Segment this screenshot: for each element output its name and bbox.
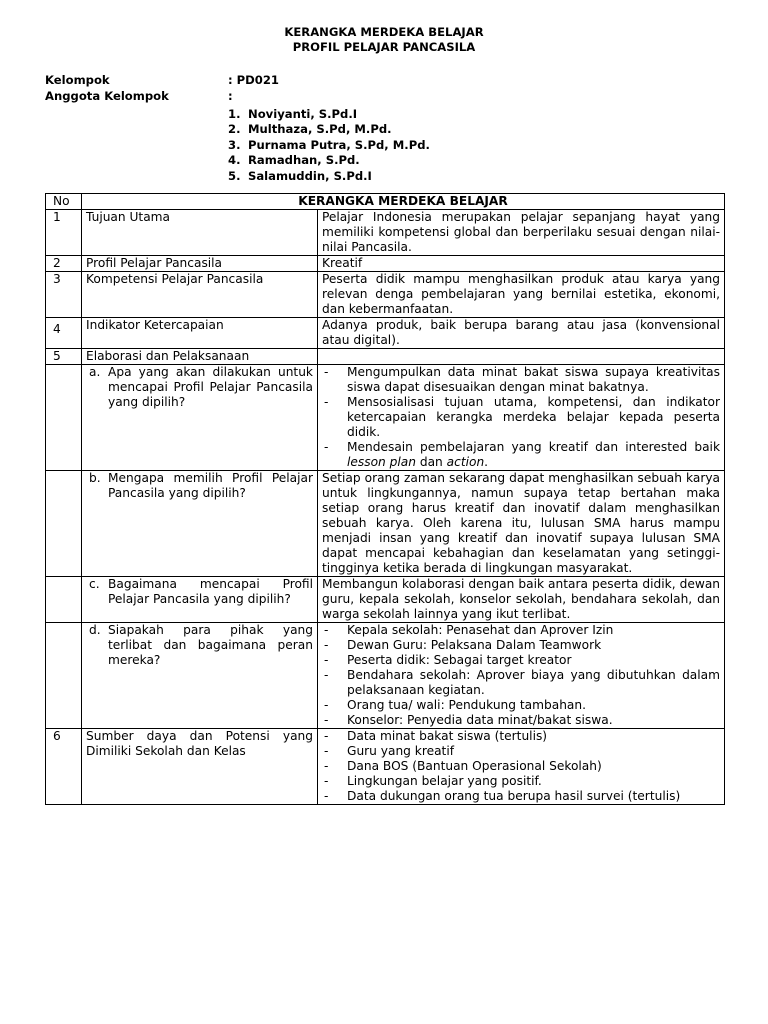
- table-row: [46, 729, 725, 805]
- row-number: 5: [46, 349, 82, 365]
- table-header-row: [46, 194, 725, 210]
- row-label: Tujuan Utama: [82, 210, 318, 256]
- dash-bullet: -: [324, 653, 329, 667]
- member-number: 4.: [228, 153, 241, 167]
- row-number: 2: [46, 256, 82, 272]
- dash-bullet: -: [324, 713, 329, 727]
- member-name: Noviyanti, S.Pd.I: [248, 107, 358, 121]
- row-number: 3: [46, 272, 82, 318]
- list-item-text: Bendahara sekolah: Aprover biaya yang dibutuhkan dalam pelaksanaan kegiatan.: [347, 668, 721, 697]
- list-item: [322, 698, 720, 713]
- list-item: [322, 638, 720, 653]
- list-item-text: [347, 440, 720, 470]
- dash-bullet: -: [324, 698, 329, 712]
- list-item: [322, 713, 720, 728]
- list-item-text: Dana BOS (Bantuan Operasional Sekolah): [347, 759, 602, 773]
- member-number: 2.: [228, 122, 241, 136]
- row-label: Kompetensi Pelajar Pancasila: [82, 272, 318, 318]
- list-item: [322, 774, 720, 789]
- sub-question-text: Siapakah para pihak yang terlibat dan bagaimana peran mereka?: [108, 623, 313, 667]
- member-number: 1.: [228, 107, 241, 121]
- dash-bullet: -: [324, 440, 329, 454]
- table-row: [46, 623, 725, 729]
- sub-letter: c.: [89, 577, 100, 591]
- item-italic-action: action: [446, 455, 485, 469]
- sub-question-text: Apa yang akan dilakukan untuk mencapai Profil Pelajar Pancasila yang dipilih?: [108, 365, 313, 409]
- list-item-text: Orang tua/ wali: Pendukung tambahan.: [347, 698, 587, 712]
- list-item-text: Guru yang kreatif: [347, 744, 455, 758]
- member-item: [228, 138, 430, 153]
- table-row: [46, 349, 725, 365]
- dash-bullet: -: [324, 789, 329, 803]
- table-row: [46, 318, 725, 349]
- sub-question-text: Mengapa memilih Profil Pelajar Pancasila yang dipilih?: [108, 471, 313, 500]
- sub-question: [82, 577, 318, 623]
- member-item: [228, 122, 392, 137]
- list-item: [322, 365, 720, 395]
- table-row: [46, 256, 725, 272]
- member-name: Salamuddin, S.Pd.I: [248, 169, 372, 183]
- item-text-suffix: .: [484, 455, 489, 469]
- member-number: 3.: [228, 138, 241, 152]
- member-name: Multhaza, S.Pd, M.Pd.: [248, 122, 392, 136]
- list-item: [322, 744, 720, 759]
- row-content: Peserta didik mampu menghasilkan produk atau karya yang relevan denga pembelajaran yang bernilai estetika, ekonomi, dan kebermanfaatan.: [318, 272, 725, 318]
- item-text-mid: dan: [415, 455, 447, 469]
- row-content: Kreatif: [318, 256, 725, 272]
- sub-answer: [318, 365, 725, 471]
- list-item: [322, 623, 720, 638]
- row-content: [318, 349, 725, 365]
- doc-title-line2: PROFIL PELAJAR PANCASILA: [292, 40, 476, 54]
- sub-letter: d.: [89, 623, 101, 637]
- list-item: [322, 653, 720, 668]
- dash-bullet: -: [324, 365, 329, 379]
- list-item-text: Mensosialisasi tujuan utama, kompetensi, dan indikator ketercapaian kerangka merdeka belajar kepada peserta didik.: [347, 395, 721, 439]
- doc-title-line1: KERANGKA MERDEKA BELAJAR: [284, 25, 484, 39]
- sub-question: [82, 365, 318, 471]
- list-item: [322, 668, 720, 698]
- list-item: [322, 729, 720, 744]
- row-content: [318, 729, 725, 805]
- members-colon: :: [228, 89, 233, 103]
- framework-table: [45, 193, 725, 805]
- sub-question: [82, 623, 318, 729]
- row-label: Sumber daya dan Potensi yang Dimiliki Sekolah dan Kelas: [82, 729, 318, 805]
- sub-letter: a.: [89, 365, 101, 379]
- row-label: Profil Pelajar Pancasila: [82, 256, 318, 272]
- list-item: [322, 759, 720, 774]
- group-label: Kelompok: [45, 73, 110, 87]
- member-item: [228, 153, 360, 168]
- member-item: [228, 169, 372, 184]
- row-content: Adanya produk, baik berupa barang atau jasa (konvensional atau digital).: [318, 318, 725, 349]
- empty-cell: [46, 471, 82, 577]
- table-row: [46, 577, 725, 623]
- dash-bullet: -: [324, 759, 329, 773]
- table-row: [46, 365, 725, 471]
- dash-bullet: -: [324, 668, 329, 682]
- member-number: 5.: [228, 169, 241, 183]
- table-row: [46, 471, 725, 577]
- list-item: [322, 395, 720, 440]
- member-name: Purnama Putra, S.Pd, M.Pd.: [248, 138, 430, 152]
- list-item-text: Data dukungan orang tua berupa hasil survei (tertulis): [347, 789, 681, 803]
- members-label: Anggota Kelompok: [45, 89, 169, 103]
- row-number: 1: [46, 210, 82, 256]
- empty-cell: [46, 623, 82, 729]
- dash-bullet: -: [324, 744, 329, 758]
- item-italic-lesson-plan: lesson plan: [347, 455, 416, 469]
- member-name: Ramadhan, S.Pd.: [248, 153, 360, 167]
- list-item-text: Peserta didik: Sebagai target kreator: [347, 653, 572, 667]
- list-item-text: Kepala sekolah: Penasehat dan Aprover Izin: [347, 623, 614, 637]
- table-row: [46, 272, 725, 318]
- row-label: Indikator Ketercapaian: [82, 318, 318, 349]
- empty-cell: [46, 577, 82, 623]
- sub-question-text: Bagaimana mencapai Profil Pelajar Pancasila yang dipilih?: [108, 577, 313, 606]
- dash-bullet: -: [324, 774, 329, 788]
- sub-question: [82, 471, 318, 577]
- dash-bullet: -: [324, 638, 329, 652]
- list-item-text: Lingkungan belajar yang positif.: [347, 774, 542, 788]
- dash-bullet: -: [324, 729, 329, 743]
- list-item-text: Data minat bakat siswa (tertulis): [347, 729, 548, 743]
- sub-answer: [318, 623, 725, 729]
- header-title: KERANGKA MERDEKA BELAJAR: [82, 194, 725, 210]
- list-item-text: Konselor: Penyedia data minat/bakat siswa.: [347, 713, 613, 727]
- sub-answer: Membangun kolaborasi dengan baik antara peserta didik, dewan guru, kepala sekolah, konselor sekolah, bendahara sekolah, dan warga sekolah lainnya yang ikut terlibat.: [318, 577, 725, 623]
- list-item: [322, 440, 720, 470]
- sub-letter: b.: [89, 471, 101, 485]
- empty-cell: [46, 365, 82, 471]
- list-item-text: Mengumpulkan data minat bakat siswa supaya kreativitas siswa dapat disesuaikan dengan minat bakatnya.: [347, 365, 721, 394]
- list-item-text: Dewan Guru: Pelaksana Dalam Teamwork: [347, 638, 602, 652]
- member-item: [228, 107, 357, 122]
- table-row: [46, 210, 725, 256]
- row-number: 4: [46, 318, 82, 349]
- dash-bullet: -: [324, 395, 329, 409]
- dash-bullet: -: [324, 623, 329, 637]
- row-content: Pelajar Indonesia merupakan pelajar sepanjang hayat yang memiliki kompetensi global dan berperilaku sesuai dengan nilai-nilai Pancasila.: [318, 210, 725, 256]
- row-number: 6: [46, 729, 82, 805]
- header-no: No: [46, 194, 82, 210]
- list-item: [322, 789, 720, 804]
- sub-answer: Setiap orang zaman sekarang dapat menghasilkan sebuah karya untuk lingkungannya, namun supaya tetap bertahan maka setiap orang harus kreatif dan inovatif dalam menghasilkan sebuah karya. Oleh karena itu, lulusan SMA harus mampu menjadi insan yang kreatif dan inovatif supaya lulusan SMA dapat mencapai kebahagian dan keselamatan yang setinggi-tingginya ketika berada di lingkungan masyarakat.: [318, 471, 725, 577]
- row-label: Elaborasi dan Pelaksanaan: [82, 349, 318, 365]
- group-value: : PD021: [228, 73, 279, 87]
- item-text-prefix: Mendesain pembelajaran yang kreatif dan interested baik: [347, 440, 721, 454]
